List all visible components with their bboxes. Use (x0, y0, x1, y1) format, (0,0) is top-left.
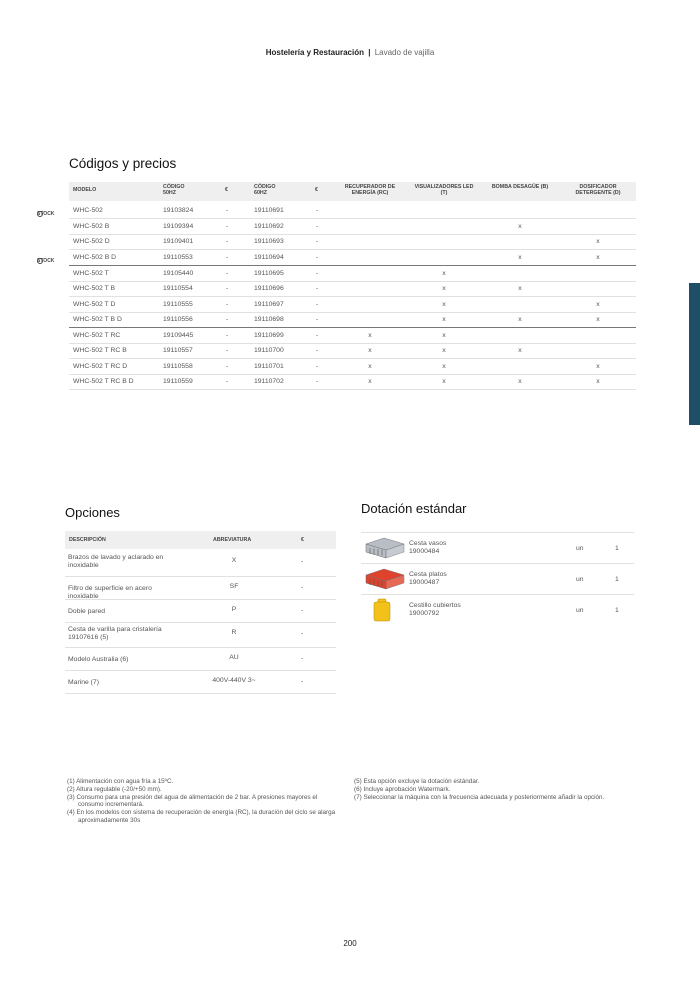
dotacion-item-label: Cesta vasos (409, 540, 447, 547)
code-50hz-cell: 19110558 (163, 363, 193, 370)
option-description: Cesta de varilla para cristalería 19107616 (5) (68, 626, 162, 641)
dotacion-item-code: 19000792 (409, 610, 440, 617)
option-row (65, 576, 336, 600)
price-60hz-cell: - (316, 270, 319, 277)
price-60hz-cell: - (316, 363, 319, 370)
price-50hz-cell: - (226, 254, 229, 261)
dotacion-item-unit: un (576, 607, 584, 614)
dotacion-item (361, 532, 634, 562)
col-modelo: MODELO (73, 187, 97, 193)
led-cell: x (442, 301, 446, 308)
led-cell: x (442, 270, 446, 277)
option-abbreviation: 400V-440V 3~ (212, 677, 256, 684)
header-subsection: Lavado de vajilla (374, 48, 435, 57)
rc-cell: x (368, 332, 372, 339)
code-50hz-cell: 19109401 (163, 238, 194, 245)
code-60hz-cell: 19110691 (254, 207, 284, 214)
dotacion-item-name (409, 540, 446, 556)
footnote: (4) En los modelos con sistema de recuperación de energía (RC), la duración del ciclo se alarga aproximadamente 30s (67, 809, 336, 824)
option-price: - (301, 584, 304, 591)
codes-table-row (69, 374, 636, 390)
option-abbreviation: SF (229, 583, 239, 590)
led-cell: x (442, 285, 446, 292)
option-abbreviation: X (231, 557, 237, 564)
options-table-header (65, 531, 336, 549)
bomba-cell: x (518, 378, 522, 385)
plate-rack-icon (362, 567, 406, 591)
codes-table-row (69, 359, 636, 375)
price-50hz-cell: - (226, 207, 229, 214)
code-60hz-cell: 19110700 (254, 347, 284, 354)
col-abreviatura: ABREVIATURA (213, 537, 252, 543)
option-price: - (301, 630, 304, 637)
col-eur1: € (225, 187, 228, 193)
dotacion-item-unit: un (576, 576, 584, 583)
dotacion-item-qty: 1 (615, 576, 619, 583)
price-50hz-cell: - (226, 316, 229, 323)
rc-cell: x (368, 347, 372, 354)
price-60hz-cell: - (316, 254, 319, 261)
led-cell: x (442, 316, 446, 323)
price-50hz-cell: - (226, 238, 229, 245)
codes-table-row (69, 219, 636, 235)
codes-table-row (69, 281, 636, 297)
dotacion-item (361, 594, 634, 624)
footnotes-right (354, 778, 624, 801)
dotacion-item-name (409, 571, 447, 587)
dotacion-item-label: Cestillo cubiertos (409, 602, 461, 609)
codes-title: Códigos y precios (69, 156, 177, 171)
dotacion-item-code: 19000487 (409, 579, 440, 586)
option-row (65, 550, 336, 577)
price-60hz-cell: - (316, 285, 319, 292)
code-60hz-cell: 19110696 (254, 285, 284, 292)
led-cell: x (442, 363, 446, 370)
bomba-cell: x (518, 285, 522, 292)
price-50hz-cell: - (226, 223, 229, 230)
code-60hz-cell: 19110692 (254, 223, 284, 230)
col-led: VISUALIZADORES LED (T) (414, 184, 474, 196)
code-50hz-cell: 19105440 (163, 270, 194, 277)
code-60hz-cell: 19110702 (254, 378, 284, 385)
dotacion-title: Dotación estándar (361, 501, 467, 516)
price-50hz-cell: - (226, 378, 229, 385)
codes-table-row (69, 343, 636, 359)
col-bomba: BOMBA DESAGÜE (B) (491, 184, 549, 190)
codes-table-row (37, 250, 636, 266)
option-abbreviation: P (231, 606, 237, 613)
model-cell: WHC-502 T (73, 270, 109, 277)
code-50hz-cell: 19109394 (163, 223, 194, 230)
footnote: (1) Alimentación con agua fría a 15ºC. (67, 778, 174, 785)
option-price: - (301, 607, 304, 614)
option-price: - (301, 558, 304, 565)
model-cell: WHC-502 B D (73, 254, 117, 261)
option-price: - (301, 678, 304, 685)
option-abbreviation: R (231, 629, 237, 636)
price-50hz-cell: - (226, 270, 229, 277)
dosificador-cell: x (596, 254, 600, 261)
led-cell: x (442, 332, 446, 339)
dosificador-cell: x (596, 363, 600, 370)
codes-table-row (37, 203, 636, 219)
price-50hz-cell: - (226, 285, 229, 292)
header-separator: | (368, 48, 371, 57)
dotacion-item-name (409, 602, 461, 618)
option-abbreviation: AU (229, 654, 239, 661)
col-rc: RECUPERADOR DE ENERGÍA (RC) (344, 184, 396, 196)
dosificador-cell: x (596, 301, 600, 308)
col-eur2: € (315, 187, 318, 193)
code-60hz-cell: 19110695 (254, 270, 284, 277)
price-60hz-cell: - (316, 223, 319, 230)
dotacion-item-code: 19000484 (409, 548, 440, 555)
code-50hz-cell: 19110553 (163, 254, 193, 261)
model-cell: WHC-502 B (73, 223, 110, 230)
model-cell: WHC-502 T B D (73, 316, 122, 323)
dosificador-cell: x (596, 378, 600, 385)
code-60hz-cell: 19110699 (254, 332, 284, 339)
option-description: Brazos de lavado y aclarado en inoxidable (68, 554, 164, 569)
price-50hz-cell: - (226, 301, 229, 308)
code-50hz-cell: 19110556 (163, 316, 193, 323)
code-60hz-cell: 19110694 (254, 254, 284, 261)
code-60hz-cell: 19110701 (254, 363, 284, 370)
col-descripcion: DESCRIPCIÓN (69, 537, 106, 543)
codes-table-row (69, 297, 636, 313)
bomba-cell: x (518, 347, 522, 354)
section-side-tab (689, 283, 700, 425)
price-60hz-cell: - (316, 378, 319, 385)
rc-cell: x (368, 378, 372, 385)
footnote: (3) Consumo para una presión del agua de alimentación de 2 bar. A presiones mayores el consumo incrementará. (67, 793, 318, 809)
led-cell: x (442, 378, 446, 385)
options-title: Opciones (65, 505, 120, 520)
bomba-cell: x (518, 316, 522, 323)
model-cell: WHC-502 T D (73, 301, 116, 308)
price-60hz-cell: - (316, 238, 319, 245)
col-codigo50: CÓDIGO 50HZ (163, 184, 185, 196)
model-cell: WHC-502 T RC B D (73, 378, 134, 385)
code-50hz-cell: 19103824 (163, 207, 194, 214)
option-row (65, 622, 336, 648)
price-60hz-cell: - (316, 316, 319, 323)
code-50hz-cell: 19110559 (163, 378, 193, 385)
bomba-cell: x (518, 223, 522, 230)
led-cell: x (442, 347, 446, 354)
model-cell: WHC-502 T RC B (73, 347, 127, 354)
price-60hz-cell: - (316, 332, 319, 339)
code-50hz-cell: 19110555 (163, 301, 193, 308)
rc-cell: x (368, 363, 372, 370)
model-cell: WHC-502 (73, 207, 103, 214)
codes-table-row (69, 234, 636, 250)
col-eur: € (301, 537, 304, 543)
option-description: Modelo Australia (6) (68, 656, 129, 663)
cutlery-basket-icon (362, 598, 406, 622)
codes-table-row (69, 328, 636, 344)
page-header (0, 48, 700, 57)
price-50hz-cell: - (226, 363, 229, 370)
codes-table-row (69, 312, 636, 328)
model-cell: WHC-502 T B (73, 285, 116, 292)
footnote: (2) Altura regulable (-20/+50 mm). (67, 785, 162, 793)
basket-icon (362, 536, 406, 560)
dotacion-item-label: Cesta platos (409, 571, 447, 578)
code-60hz-cell: 19110693 (254, 238, 284, 245)
footnote: (6) Incluye aprobación Watermark. (354, 785, 451, 793)
price-60hz-cell: - (316, 207, 319, 214)
code-60hz-cell: 19110697 (254, 301, 284, 308)
dotacion-item-qty: 1 (615, 545, 619, 552)
footnote: (5) Esta opción excluye la dotación estándar. (354, 778, 480, 785)
option-description: Doble pared (68, 608, 106, 615)
dotacion-item-qty: 1 (615, 607, 619, 614)
dosificador-cell: x (596, 316, 600, 323)
price-60hz-cell: - (316, 347, 319, 354)
option-price: - (301, 655, 304, 662)
code-60hz-cell: 19110698 (254, 316, 284, 323)
dotacion-item (361, 563, 634, 593)
price-50hz-cell: - (226, 332, 229, 339)
code-50hz-cell: 19110554 (163, 285, 193, 292)
codes-table-header (69, 182, 636, 201)
stock-label: STOCK (37, 211, 55, 217)
page-number: 200 (343, 939, 357, 948)
code-50hz-cell: 19110557 (163, 347, 193, 354)
option-description: Marine (7) (68, 679, 99, 686)
col-dosif: DOSIFICADOR DETERGENTE (D) (575, 184, 621, 196)
footnotes-left (67, 778, 339, 825)
option-row (65, 647, 336, 671)
code-50hz-cell: 19109445 (163, 332, 194, 339)
bomba-cell: x (518, 254, 522, 261)
codes-table-row (69, 266, 636, 282)
model-cell: WHC-502 T RC D (73, 363, 128, 370)
price-50hz-cell: - (226, 347, 229, 354)
stock-label: STOCK (37, 258, 55, 264)
option-row (65, 670, 336, 694)
col-codigo60: CÓDIGO 60HZ (254, 184, 276, 196)
option-row (65, 599, 336, 623)
model-cell: WHC-502 T RC (73, 332, 121, 339)
model-cell: WHC-502 D (73, 238, 110, 245)
header-section: Hostelería y Restauración (265, 48, 364, 57)
footnote: (7) Seleccionar la máquina con la frecuencia adecuada y posteriormente añadir la opción. (354, 793, 605, 801)
price-60hz-cell: - (316, 301, 319, 308)
dotacion-item-unit: un (576, 545, 584, 552)
dosificador-cell: x (596, 238, 600, 245)
option-description: Filtro de superficie en acero inoxidable (68, 585, 152, 600)
